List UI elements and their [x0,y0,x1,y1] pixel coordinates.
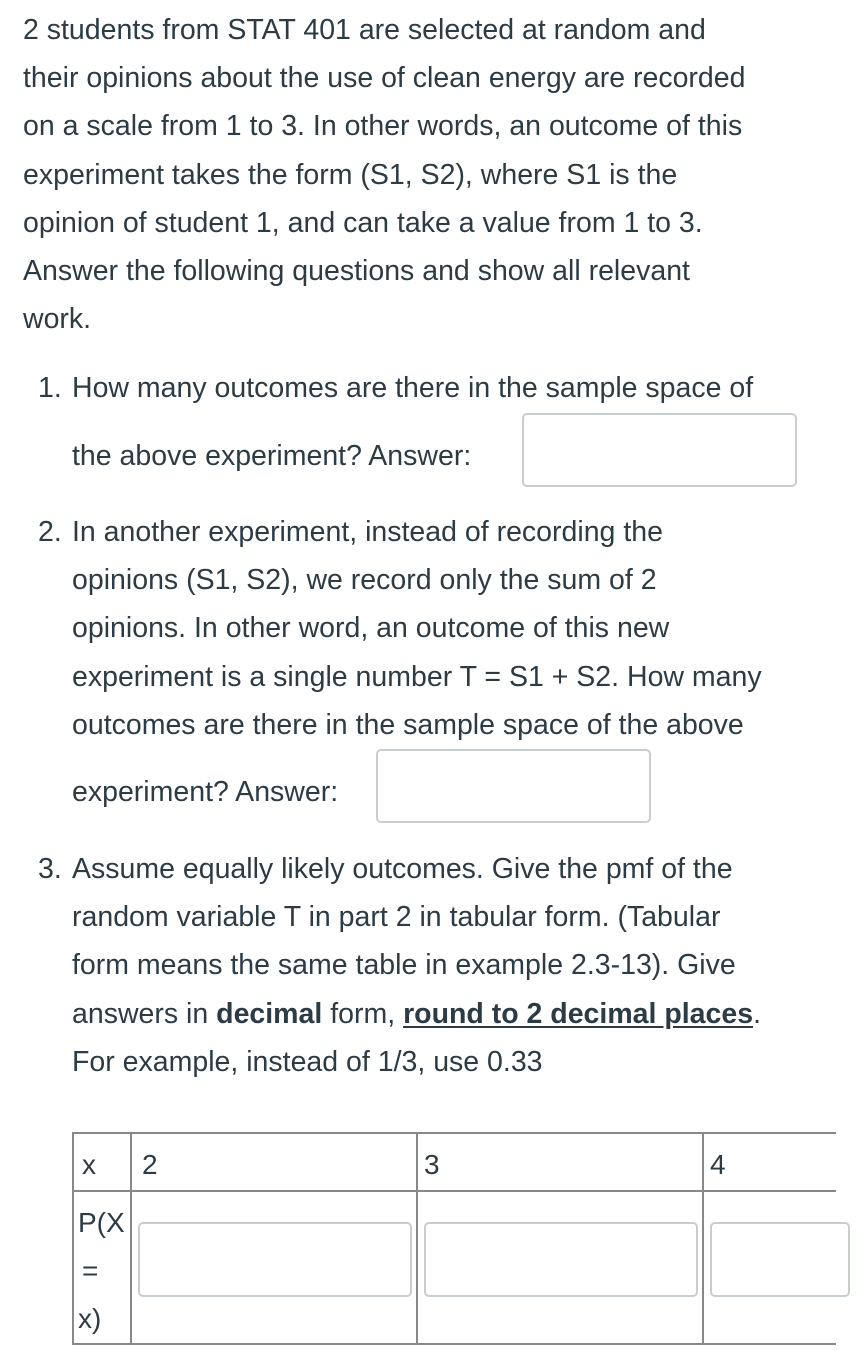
question-1 [38,364,838,412]
row-header-pmf-line: x) [78,1303,102,1334]
row-header-pmf-line: = [82,1255,99,1286]
table-divider [702,1134,704,1343]
question-line: For example, instead of 1/3, use 0.33 [72,1045,543,1078]
emphasis-decimal: decimal [216,997,323,1030]
question-line: outcomes are there in the sample space of the above [72,708,744,741]
question-line: form means the same table in example 2.3-13). Give [72,949,736,982]
pmf-input-x3[interactable] [424,1222,698,1297]
question-line: How many outcomes are there in the sample space of [72,372,754,404]
intro-line: experiment takes the form (S1, S2), where S1 is the [23,158,678,191]
table-divider [416,1134,418,1343]
question-line: Assume equally likely outcomes. Give the pmf of the [72,853,733,885]
question-line: opinions (S1, S2), we record only the sum of 2 [72,564,657,597]
table-divider [130,1134,132,1343]
question-line: opinions. In other word, an outcome of this new [72,612,670,645]
question-line: random variable T in part 2 in tabular form. (Tabular [72,901,721,934]
answer-label: the above experiment? Answer: [72,440,472,472]
emphasis-rounding: round to 2 decimal places [403,997,754,1030]
question-2 [38,508,838,749]
answer-label: experiment? Answer: [72,776,339,808]
intro-line: Answer the following questions and show all relevant [23,255,690,288]
table-divider [74,1190,836,1192]
pmf-input-x4[interactable] [710,1222,850,1297]
row-header-pmf-line: P(X [78,1207,125,1238]
intro-line: work. [23,303,92,336]
question-line: experiment is a single number T = S1 + S2. How many [72,660,762,693]
pmf-table [72,1132,836,1345]
answer-input-q1[interactable] [522,413,797,487]
intro-line: opinion of student 1, and can take a value from 1 to 3. [23,206,703,239]
question-line [72,990,838,1038]
intro-line: 2 students from STAT 401 are selected at random and [23,14,706,46]
intro-line: their opinions about the use of clean energy are recorded [23,62,746,95]
answer-input-q2[interactable] [376,749,651,823]
intro-line: on a scale from 1 to 3. In other words, an outcome of this [23,110,743,143]
question-number: 3. [38,853,62,885]
question-number: 1. [38,372,62,404]
text-span: form, [322,997,404,1030]
question-line: In another experiment, instead of recording the [72,516,663,548]
x-value-cell: 4 [710,1149,726,1180]
text-span: . [753,997,761,1030]
question-3 [38,845,838,1086]
x-value-cell: 2 [142,1149,158,1180]
problem-intro [23,6,833,343]
question-number: 2. [38,516,62,548]
row-header-x: x [82,1149,96,1180]
x-value-cell: 3 [424,1149,440,1180]
pmf-input-x2[interactable] [138,1222,412,1297]
text-span: answers in [72,997,217,1030]
